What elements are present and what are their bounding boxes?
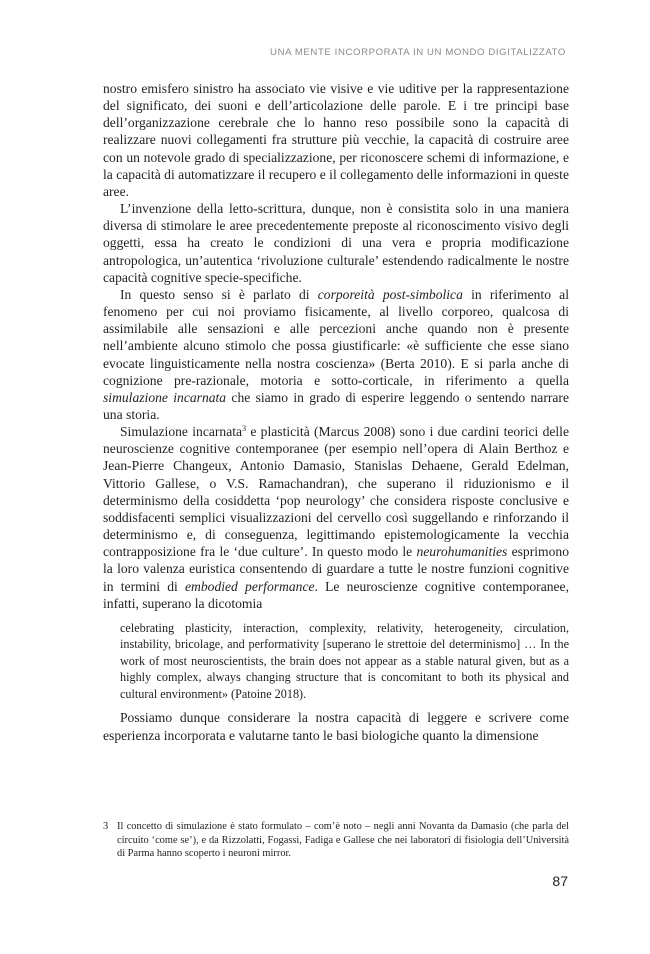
paragraph-3-text-3: che siamo in grado di esperire leggendo o sentendo narrare una storia.: [103, 389, 569, 422]
paragraph-4-text-3: esprimono la loro valenza euristica consentendo di guardare a tutte le nostre funzioni cognitive in termini di: [103, 544, 569, 594]
paragraph-4-text-1: Simulazione incarnata: [120, 424, 243, 440]
block-quote: celebrating plasticity, interaction, complexity, relativity, heterogeneity, circulation, instability, bricolage, and performativity [superano le strettoie del determinismo] … In the work of most neuroscientists, the brain does not appear as a stable natural given, but as a highly complex, always changing structure that is concomitant to both its physical and cultural environment» (Patoine 2018).: [120, 620, 569, 701]
paragraph-4: [103, 423, 569, 612]
paragraph-3-emphasis-1: corporeità post-simbolica: [317, 286, 463, 302]
footnote: [103, 820, 569, 861]
paragraph-4-text-2: e plasticità (Marcus 2008) sono i due cardini teorici delle neuroscienze cognitive contemporanee (per esempio nell’opera di Alain Berthoz e Jean-Pierre Changeux, Antonio Damasio, Stanislas Dehaene, Gerald Edelman, Vittorio Gallese, o V.S. Ramachandran), che superano il riduzionismo e il determinismo della cosiddetta ‘pop neurology’ che considera risposte conclusive e soddisfacenti semplici visualizzazioni del cervello così suggellando e rinforzando il determinismo e, di conseguenza, legittimando epistemologicamente la vecchia contrapposizione fra le ‘due culture’. In questo modo le: [103, 424, 569, 560]
paragraph-1: nostro emisfero sinistro ha associato vie visive e vie uditive per la rappresentazione del significato, dei suoni e dell’articolazione delle parole. E i tre principi base dell’organizzazione cerebrale che lo hanno reso possibile sono la capacità di realizzare nuovi collegamenti fra strutture più vecchie, la capacità di costruire aree con un notevole grado di specializzazione, per riconoscere schemi di informazione, e la capacità di automatizzare il recupero e il collegamento delle informazioni in queste aree.: [103, 81, 569, 199]
body-text: [103, 80, 569, 744]
footnote-text: Il concetto di simulazione è stato formulato – com’è noto – negli anni Novanta da Damasio (che parla del circuito ‘come se’), e da Rizzolatti, Fogassi, Fadiga e Gallese che nei laboratori di fisiologia dell’Università di Parma hanno scoperto i neuroni mirror.: [117, 821, 569, 860]
paragraph-2: L’invenzione della letto-scrittura, dunque, non è consistita solo in una maniera diversa di stimolare le aree precedentemente preposte al riconoscimento visivo degli oggetti, essa ha creato le condizioni di una vera e propria modificazione antropologica, un’autentica ‘rivoluzione culturale’ estendendo radicalmente le nostre capacità cognitive specie-specifiche.: [103, 201, 569, 285]
page-number: 87: [552, 873, 568, 889]
footnote-ref: 3: [242, 424, 247, 434]
running-head: UNA MENTE INCORPORATA IN UN MONDO DIGITALIZZATO: [270, 47, 566, 58]
paragraph-4-text-4: . Le neuroscienze cognitive contemporanee, infatti, superano la dicotomia: [103, 578, 569, 611]
paragraph-4-emphasis-1: neurohumanities: [416, 544, 508, 560]
paragraph-3-text-1: In questo senso si è parlato di: [120, 286, 318, 302]
paragraph-4-emphasis-2: embodied performance: [185, 578, 315, 594]
paragraph-3-emphasis-2: simulazione incarnata: [103, 389, 227, 405]
footnote-number: 3: [103, 821, 109, 832]
paragraph-5: Possiamo dunque considerare la nostra capacità di leggere e scrivere come esperienza incorporata e valutarne tanto le basi biologiche quanto la dimensione: [103, 710, 569, 743]
paragraph-3: [103, 286, 569, 423]
paragraph-3-text-2: in riferimento al fenomeno per cui noi proviamo fisicamente, al livello corporeo, qualcosa di assimilabile alle sensazioni e alle percezioni anche quando non è presente nell’ambiente alcuno stimolo che possa giustificarle: «è sufficiente che esse siano evocate linguisticamente nella nostra coscienza» (Berta 2010). E si parla anche di cognizione pre-razionale, motoria e sotto-corticale, in riferimento a quella: [103, 286, 569, 388]
